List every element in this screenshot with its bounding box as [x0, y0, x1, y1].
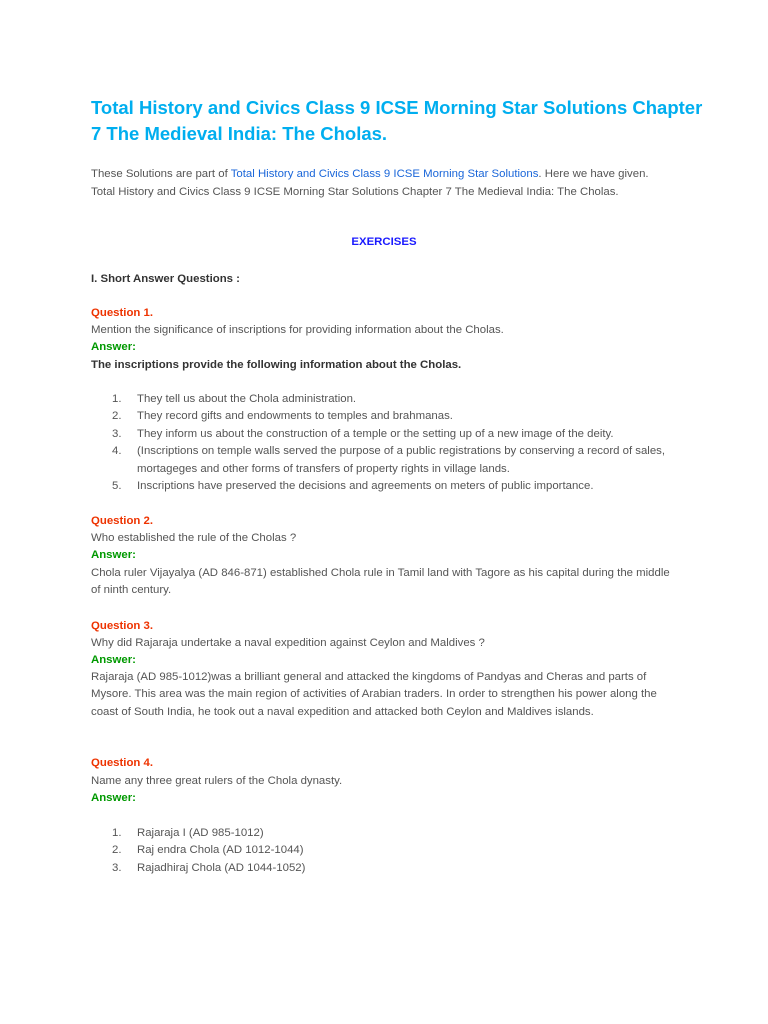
section-heading: I. Short Answer Questions :	[91, 273, 240, 285]
list-text: Inscriptions have preserved the decisions and agreements on meters of public importance.	[137, 480, 594, 493]
list-text: Rajadhiraj Chola (AD 1044-1052)	[137, 861, 306, 874]
list-item	[91, 478, 671, 495]
answer-1-label: Answer:	[91, 341, 136, 353]
answer-1-lead: The inscriptions provide the following information about the Cholas.	[91, 359, 462, 371]
answer-1-list	[91, 391, 671, 495]
question-3-label: Question 3.	[91, 620, 154, 632]
answer-3-label: Answer:	[91, 654, 136, 666]
list-item	[91, 408, 671, 425]
question-4-text: Name any three great rulers of the Chola dynasty.	[91, 775, 343, 787]
list-text: They inform us about the construction of a temple or the setting up of a new image of the deity.	[137, 427, 614, 440]
list-number: 1.	[112, 393, 122, 405]
list-number: 3.	[112, 861, 122, 874]
list-text: (Inscriptions on temple walls served the purpose of a public registrations by conserving a record of sales, mortageges and other forms of transfers of property rights in village lands.	[137, 445, 666, 475]
answer-3-text: Rajaraja (AD 985-1012)was a brilliant general and attacked the kingdoms of Pandyas and Cheras and parts of Mysore. This area was the main region of activities of Arabian traders. In order to strengthen his power along the coast of South India, he took out a naval expedition and attacked both Ceylon and Maldives islands.	[91, 671, 657, 718]
intro-paragraph	[91, 166, 671, 201]
list-number: 2.	[112, 410, 122, 423]
question-4-label: Question 4.	[91, 757, 154, 769]
list-item	[91, 426, 671, 443]
list-text: They tell us about the Chola administration.	[137, 393, 357, 405]
list-item	[91, 391, 671, 408]
question-2-label: Question 2.	[91, 515, 154, 527]
list-number: 4.	[112, 445, 122, 458]
solutions-link[interactable]: Total History and Civics Class 9 ICSE Morning Star Solutions	[230, 168, 539, 180]
exercises-heading: EXERCISES	[351, 236, 417, 248]
question-1-text: Mention the significance of inscriptions for providing information about the Cholas.	[91, 324, 504, 336]
list-text: Raj endra Chola (AD 1012-1044)	[137, 844, 304, 857]
list-item	[91, 443, 671, 478]
question-3-text: Why did Rajaraja undertake a naval expedition against Ceylon and Maldives ?	[91, 637, 485, 649]
question-2-text: Who established the rule of the Cholas ?	[91, 532, 297, 544]
list-text: Rajaraja I (AD 985-1012)	[137, 827, 264, 839]
answer-4-list	[91, 825, 671, 877]
page-title: Total History and Civics Class 9 ICSE Morning Star Solutions Chapter 7 The Medieval India: The Cholas.	[91, 97, 703, 144]
list-number: 1.	[112, 827, 122, 839]
list-item	[91, 825, 671, 842]
list-number: 3.	[112, 427, 122, 440]
intro-suffix: . Here we have given. Total History and Civics Class 9 ICSE Morning Star Solutions Chapter 7 The Medieval India: The Cholas.	[91, 168, 649, 198]
list-item	[91, 860, 671, 877]
list-number: 2.	[112, 844, 122, 857]
answer-4-label: Answer:	[91, 792, 136, 804]
answer-2-label: Answer:	[91, 549, 136, 561]
intro-prefix: These Solutions are part of	[91, 168, 231, 180]
list-item	[91, 842, 671, 859]
question-1-label: Question 1.	[91, 307, 154, 319]
answer-2-text: Chola ruler Vijayalya (AD 846-871) established Chola rule in Tamil land with Tagore as his capital during the middle of ninth century.	[91, 567, 670, 597]
list-text: They record gifts and endowments to temples and brahmanas.	[137, 410, 453, 423]
list-number: 5.	[112, 480, 122, 493]
